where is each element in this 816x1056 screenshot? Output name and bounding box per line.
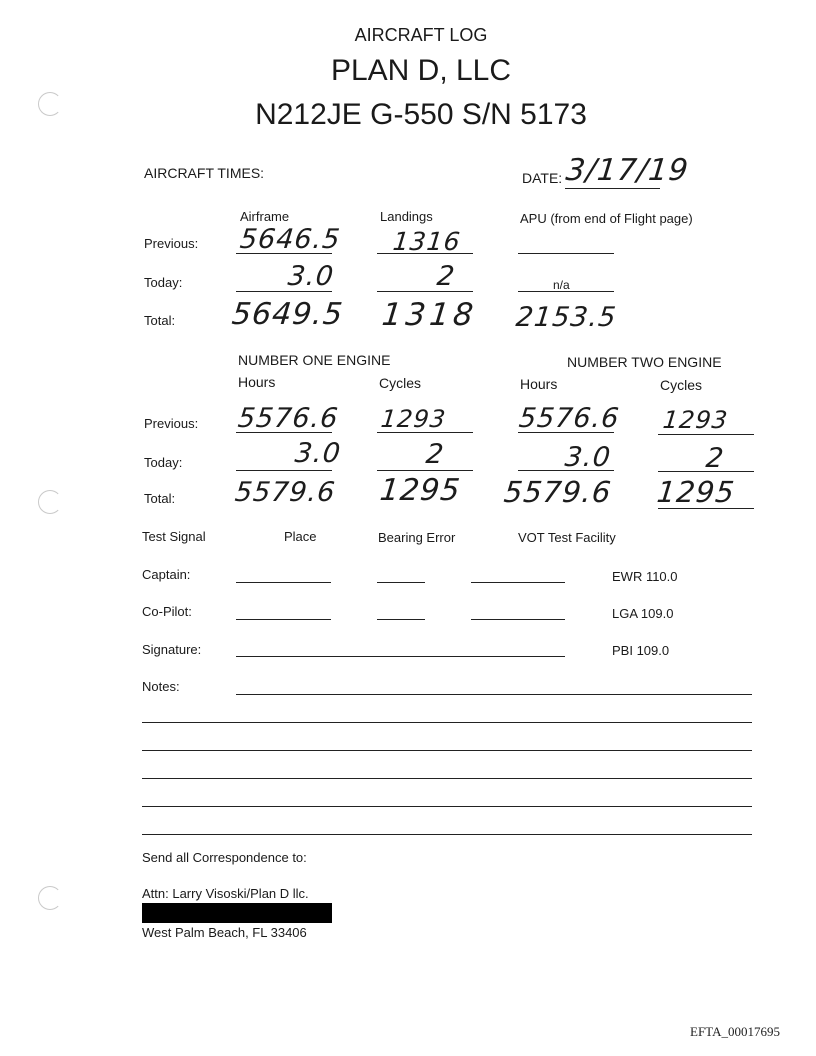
correspondence-heading: Send all Correspondence to: (142, 850, 307, 865)
e2-cycles-total-value[interactable]: 1295 (655, 475, 737, 509)
aircraft-times-label: AIRCRAFT TIMES: (144, 165, 265, 181)
date-label: DATE: (522, 170, 563, 186)
correspondence-city: West Palm Beach, FL 33406 (142, 925, 307, 940)
col-test-signal: Test Signal (142, 529, 206, 544)
landings-total-value[interactable]: 1318 (380, 297, 479, 333)
e2-hours-total-value[interactable]: 5579.6 (502, 475, 614, 509)
e1-hours-today-line (236, 470, 332, 471)
row-previous: Previous: (144, 236, 199, 251)
captain-place-line[interactable] (236, 582, 331, 583)
row-total: Total: (144, 313, 176, 328)
binder-hole-middle (38, 490, 62, 514)
apu-previous-line (518, 253, 614, 254)
engine1-hours-label: Hours (238, 374, 276, 390)
e1-hours-previous-value[interactable]: 5576.6 (236, 403, 341, 434)
row-today: Today: (144, 275, 183, 290)
engine-row-previous: Previous: (144, 416, 199, 431)
col-vot: VOT Test Facility (518, 530, 616, 545)
signature-line[interactable] (236, 656, 565, 657)
binder-hole-bottom (38, 886, 62, 910)
col-landings: Landings (380, 209, 433, 224)
facility-pbi: PBI 109.0 (612, 643, 670, 658)
doc-title: AIRCRAFT LOG (354, 25, 488, 45)
e1-cycles-total-value[interactable]: 1295 (378, 473, 463, 508)
e1-cycles-today-line (377, 470, 473, 471)
notes-line-5[interactable] (142, 806, 752, 807)
apu-today-value[interactable]: n/a (553, 278, 570, 292)
doc-id: EFTA_00017695 (690, 1024, 780, 1039)
notes-line-4[interactable] (142, 778, 752, 779)
notes-line-2[interactable] (142, 722, 752, 723)
notes-label: Notes: (142, 679, 180, 694)
correspondence-attn: Attn: Larry Visoski/Plan D llc. (142, 886, 309, 901)
captain-label: Captain: (142, 567, 191, 582)
e1-hours-today-value[interactable]: 3.0 (293, 438, 343, 469)
aircraft-id: N212JE G-550 S/N 5173 (255, 98, 587, 131)
e2-hours-today-value[interactable]: 3.0 (563, 442, 613, 473)
e2-cycles-previous-value[interactable]: 1293 (661, 406, 730, 434)
engine-row-total: Total: (144, 491, 176, 506)
engine2-title: NUMBER TWO ENGINE (567, 354, 722, 370)
landings-today-value[interactable]: 2 (435, 261, 457, 292)
date-value[interactable]: 3/17/19 (564, 153, 691, 188)
e2-cycles-today-value[interactable]: 2 (704, 443, 726, 474)
copilot-bearing-line[interactable] (377, 619, 425, 620)
col-apu: APU (from end of Flight page) (520, 211, 693, 226)
col-place: Place (284, 529, 317, 544)
landings-today-line (377, 291, 473, 292)
e1-cycles-previous-value[interactable]: 1293 (379, 405, 448, 433)
copilot-label: Co-Pilot: (142, 604, 192, 619)
landings-previous-value[interactable]: 1316 (391, 227, 463, 256)
copilot-place-line[interactable] (236, 619, 331, 620)
company-name: PLAN D, LLC (330, 54, 512, 87)
facility-lga: LGA 109.0 (612, 606, 674, 621)
engine1-title: NUMBER ONE ENGINE (238, 352, 391, 368)
copilot-vot-line[interactable] (471, 619, 565, 620)
e1-hours-total-value[interactable]: 5579.6 (233, 477, 338, 508)
col-bearing-error: Bearing Error (378, 530, 456, 545)
date-line (565, 188, 660, 189)
apu-total-value[interactable]: 2153.5 (514, 302, 619, 333)
engine1-cycles-label: Cycles (379, 375, 422, 391)
signature-label: Signature: (142, 642, 202, 657)
redaction-bar (142, 903, 332, 923)
engine2-cycles-label: Cycles (660, 377, 703, 393)
col-airframe: Airframe (240, 209, 290, 224)
engine2-hours-label: Hours (520, 376, 558, 392)
e2-cycles-previous-line (658, 434, 754, 435)
captain-vot-line[interactable] (471, 582, 565, 583)
airframe-previous-value[interactable]: 5646.5 (238, 224, 343, 255)
facility-ewr: EWR 110.0 (612, 569, 678, 584)
captain-bearing-line[interactable] (377, 582, 425, 583)
e2-hours-previous-value[interactable]: 5576.6 (517, 403, 622, 434)
engine-row-today: Today: (144, 455, 183, 470)
e1-cycles-today-value[interactable]: 2 (424, 439, 446, 470)
airframe-total-value[interactable]: 5649.5 (230, 297, 345, 332)
notes-line-1[interactable] (236, 694, 752, 695)
notes-line-6[interactable] (142, 834, 752, 835)
notes-line-3[interactable] (142, 750, 752, 751)
airframe-today-value[interactable]: 3.0 (286, 261, 336, 292)
